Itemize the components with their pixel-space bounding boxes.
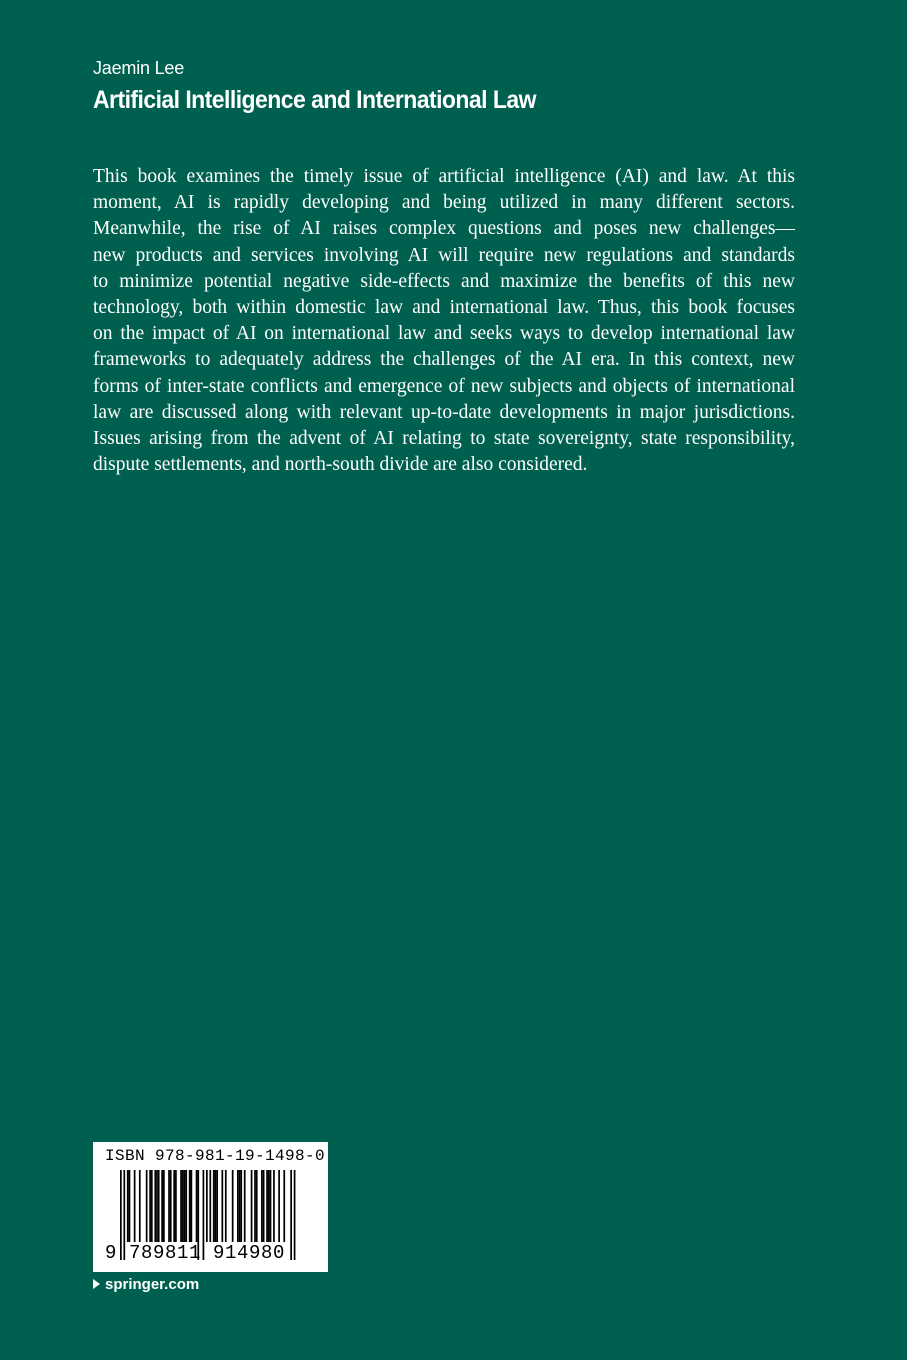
description-line: moment, AI is rapidly developing and being utilized in many different sectors. — [93, 192, 795, 214]
description-line: Meanwhile, the rise of AI raises complex questions and poses new challenges— — [93, 218, 795, 240]
book-description — [93, 164, 795, 478]
book-title: Artificial Intelligence and International Law — [93, 86, 536, 114]
description-line: law are discussed along with relevant up-to-date developments in major jurisdictions. — [93, 401, 795, 423]
barcode-panel — [93, 1142, 328, 1272]
description-line: to minimize potential negative side-effects and maximize the benefits of this new — [93, 270, 795, 292]
description-line: new products and services involving AI will require new regulations and standards — [93, 244, 795, 266]
description-line: dispute settlements, and north-south divide are also considered. — [93, 454, 588, 476]
barcode-digits: 9 789811 914980 — [105, 1242, 286, 1264]
description-line: technology, both within domestic law and international law. Thus, this book focuses — [93, 297, 795, 319]
author-name: Jaemin Lee — [93, 58, 185, 78]
description-line: on the impact of AI on international law and seeks ways to develop international law — [93, 323, 795, 345]
publisher-link[interactable] — [93, 1276, 199, 1293]
description-line: frameworks to adequately address the challenges of the AI era. In this context, new — [93, 349, 795, 371]
description-line: This book examines the timely issue of artificial intelligence (AI) and law. At this — [93, 166, 795, 187]
isbn-label: ISBN 978-981-19-1498-0 — [105, 1147, 326, 1165]
description-line: forms of inter-state conflicts and emergence of new subjects and objects of international — [93, 375, 795, 397]
arrow-right-icon — [93, 1279, 100, 1289]
publisher-url: springer.com — [105, 1276, 200, 1293]
description-line: Issues arising from the advent of AI relating to state sovereignty, state responsibility, — [93, 428, 795, 450]
